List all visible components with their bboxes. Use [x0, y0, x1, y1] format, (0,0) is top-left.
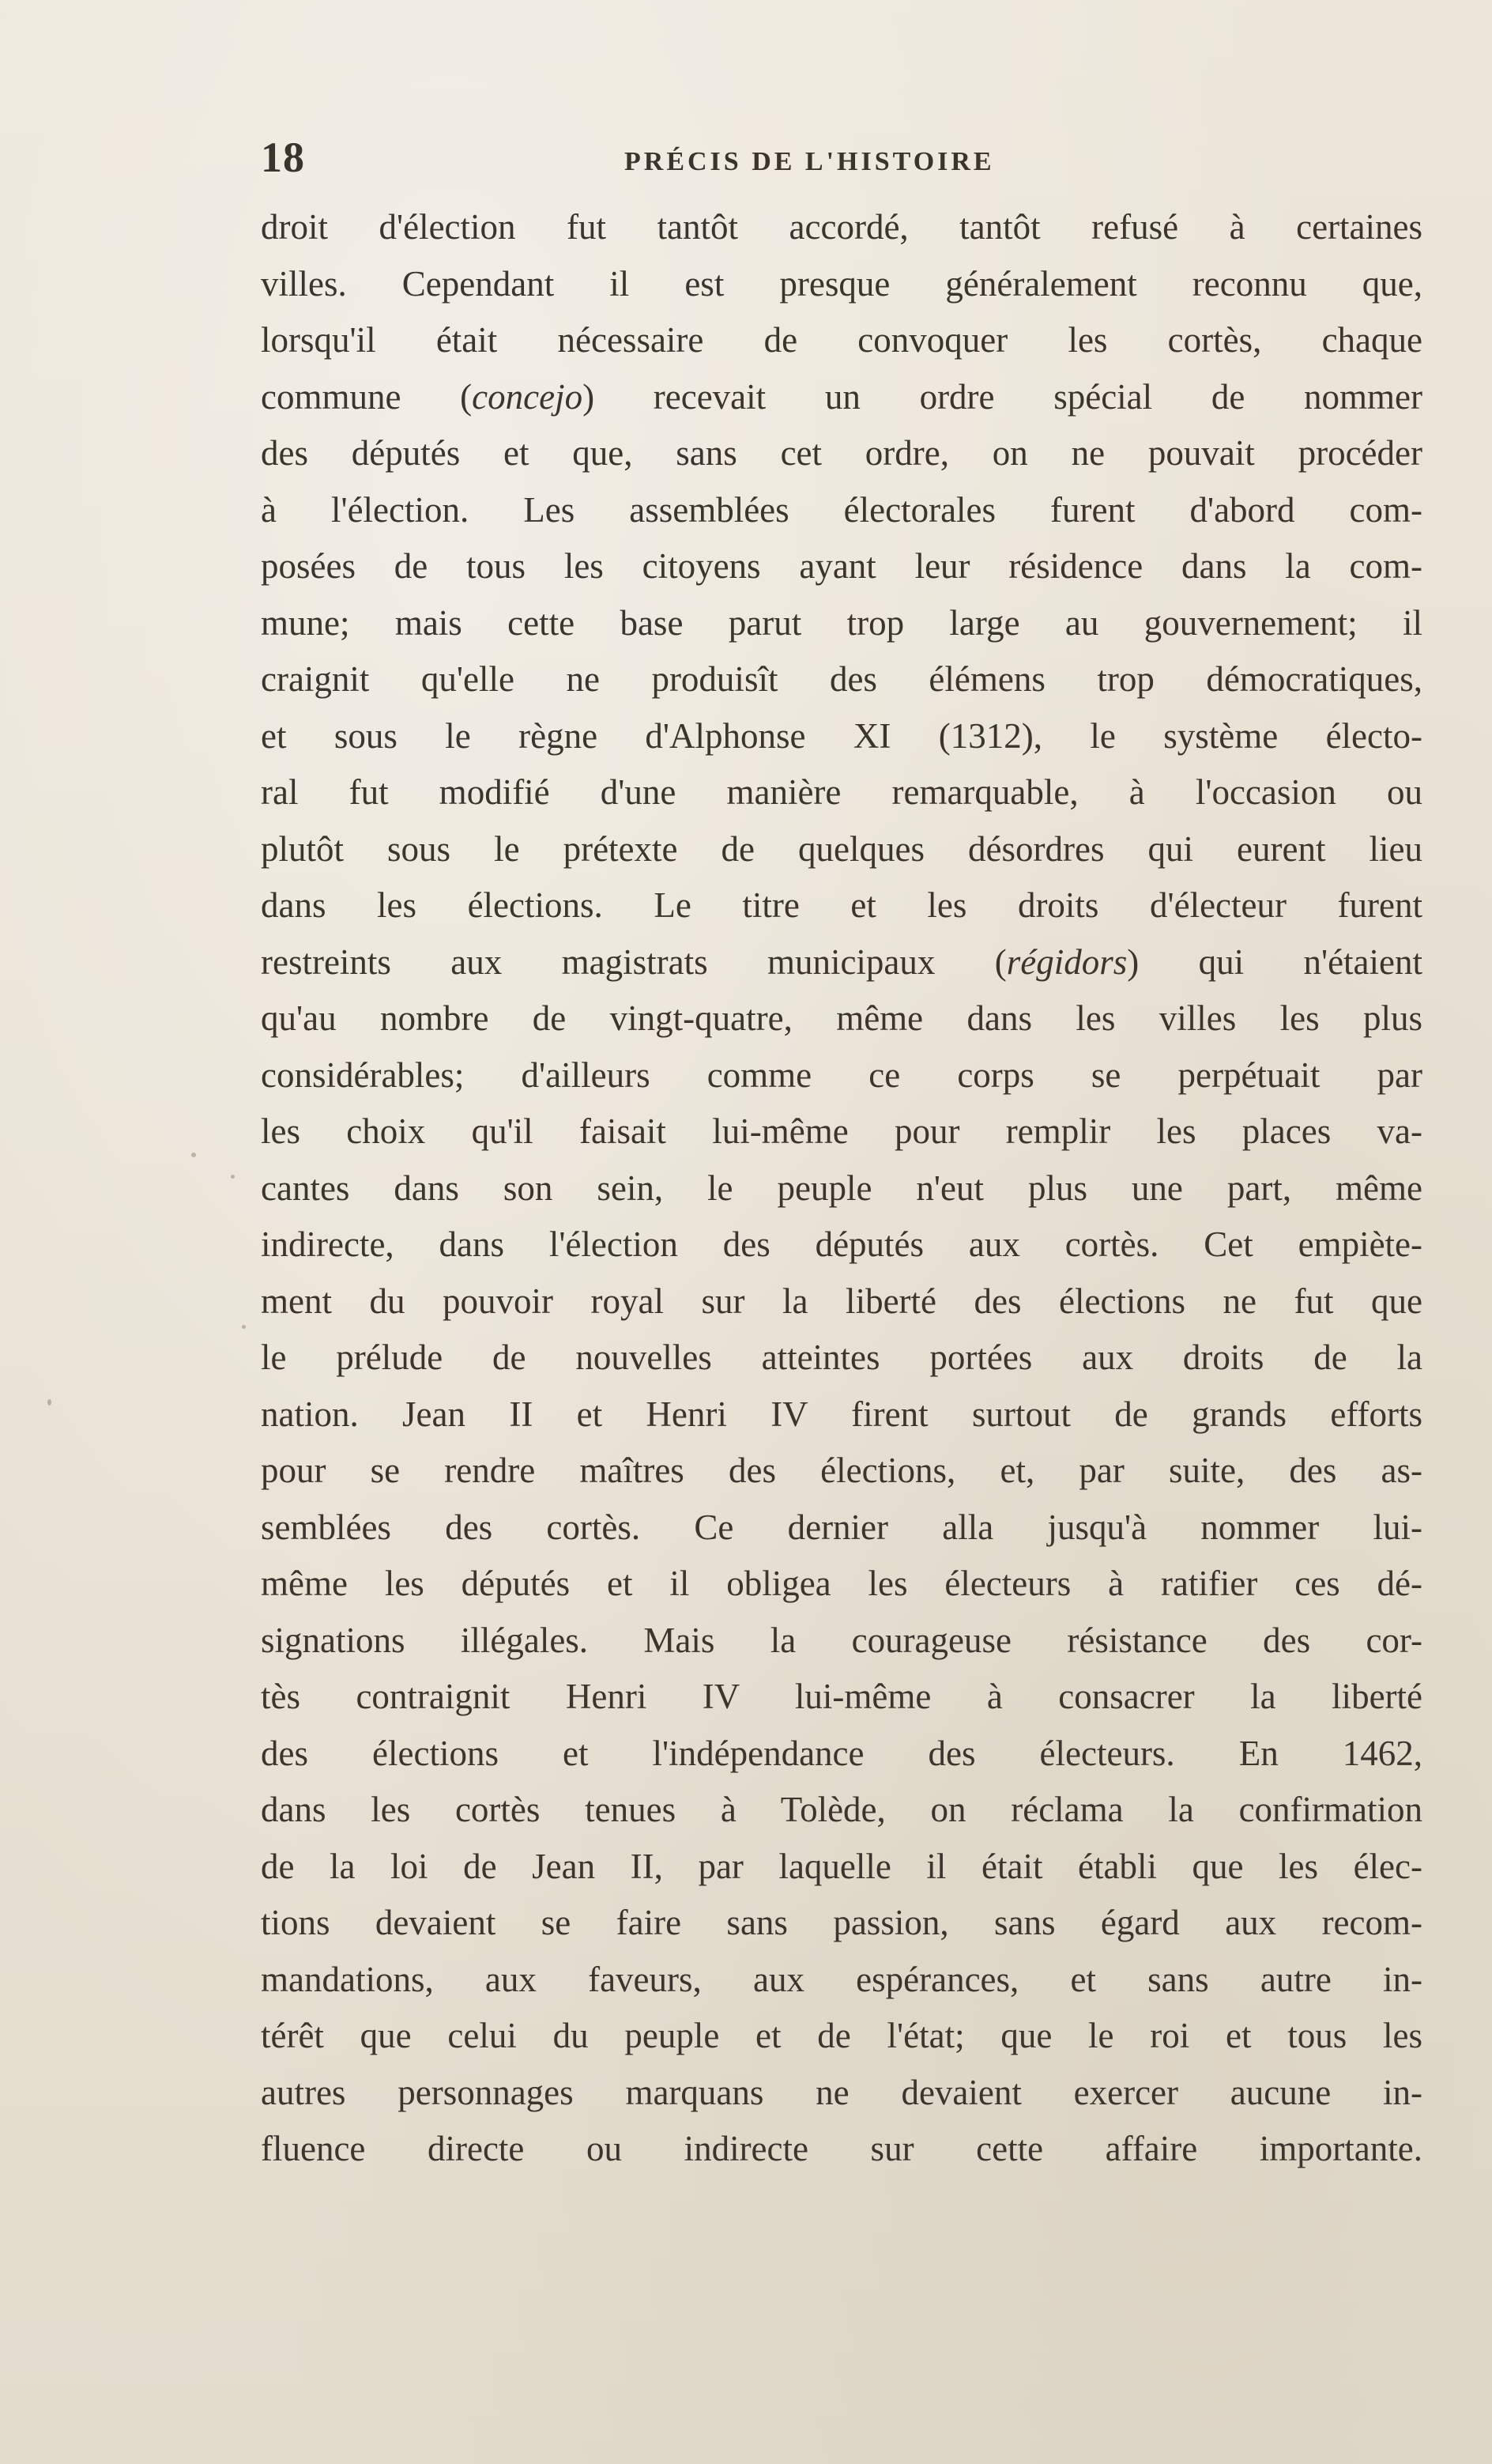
text-line: plutôt sous le prétexte de quelques désordres qui eurent lieu — [261, 828, 1422, 869]
text-segment: ) qui n'étaient — [1127, 941, 1422, 982]
text-line: droit d'élection fut tantôt accordé, tantôt refusé à certaines — [261, 207, 1422, 247]
text-line: dans les élections. Le titre et les droits d'électeur furent — [261, 885, 1422, 925]
text-line: villes. Cependant il est presque généralement reconnu que, — [261, 263, 1422, 304]
running-head — [261, 133, 1422, 188]
text-line: mune; mais cette base parut trop large au gouvernement; il — [261, 602, 1422, 643]
text-line: le prélude de nouvelles atteintes portées aux droits de la — [261, 1338, 1422, 1377]
paper-speck — [231, 1175, 235, 1179]
running-title: PRÉCIS DE L'HISTOIRE — [624, 147, 995, 176]
text-line: et sous le règne d'Alphonse XI (1312), le système électo- — [261, 715, 1422, 756]
text-line: fluence directe ou indirecte sur cette affaire importante. — [261, 2129, 1422, 2168]
italic-term: concejo — [472, 376, 583, 417]
text-line: ral fut modifié d'une manière remarquable, à l'occasion ou — [261, 772, 1422, 812]
text-line: dans les cortès tenues à Tolède, on réclama la confirmation — [261, 1790, 1422, 1829]
italic-term: régidors — [1006, 941, 1128, 982]
text-line: cantes dans son sein, le peuple n'eut plus une part, même — [261, 1168, 1422, 1208]
text-line: semblées des cortès. Ce dernier alla jusqu'à nommer lui- — [261, 1507, 1422, 1547]
text-line: autres personnages marquans ne devaient exercer aucune in- — [261, 2072, 1422, 2112]
text-line: lorsqu'il était nécessaire de convoquer les cortès, chaque — [261, 320, 1422, 360]
text-segment: ) recevait un ordre spécial de nommer — [582, 376, 1423, 417]
text-line: des députés et que, sans cet ordre, on ne pouvait procéder — [261, 433, 1422, 473]
text-line: qu'au nombre de vingt-quatre, même dans les villes les plus — [261, 998, 1422, 1038]
text-line: ment du pouvoir royal sur la liberté des élections ne fut que — [261, 1281, 1422, 1321]
text-line: de la loi de Jean II, par laquelle il était établi que les élec- — [261, 1846, 1422, 1886]
text-line: signations illégales. Mais la courageuse résistance des cor- — [261, 1620, 1422, 1660]
paper-speck — [242, 1325, 246, 1329]
text-line: posées de tous les citoyens ayant leur résidence dans la com- — [261, 546, 1422, 586]
text-line: tions devaient se faire sans passion, sans égard aux recom- — [261, 1903, 1422, 1942]
body-text — [261, 199, 1422, 2178]
text-segment: commune ( — [261, 376, 473, 417]
text-line — [261, 369, 1422, 426]
text-line: tès contraignit Henri IV lui-même à consacrer la liberté — [261, 1677, 1422, 1716]
text-line: mandations, aux faveurs, aux espérances, et sans autre in- — [261, 1959, 1422, 1999]
text-line: térêt que celui du peuple et de l'état; que le roi et tous les — [261, 2016, 1422, 2055]
text-line: les choix qu'il faisait lui-même pour remplir les places va- — [261, 1111, 1422, 1151]
text-line: à l'élection. Les assemblées électorales furent d'abord com- — [261, 489, 1422, 530]
text-line — [261, 934, 1422, 991]
text-line: craignit qu'elle ne produisît des élémens trop démocratiques, — [261, 659, 1422, 699]
paper-speck — [191, 1153, 196, 1157]
text-line: considérables; d'ailleurs comme ce corps se perpétuait par — [261, 1055, 1422, 1095]
page-number: 18 — [261, 134, 305, 181]
text-line: même les députés et il obligea les électeurs à ratifier ces dé- — [261, 1564, 1422, 1603]
paper-speck — [47, 1399, 51, 1406]
text-line: pour se rendre maîtres des élections, et, par suite, des as- — [261, 1451, 1422, 1490]
text-segment: restreints aux magistrats municipaux ( — [261, 941, 1007, 982]
text-line: nation. Jean II et Henri IV firent surtout de grands efforts — [261, 1394, 1422, 1434]
text-line: indirecte, dans l'élection des députés aux cortès. Cet empiète- — [261, 1224, 1422, 1264]
text-line: des élections et l'indépendance des électeurs. En 1462, — [261, 1733, 1422, 1773]
